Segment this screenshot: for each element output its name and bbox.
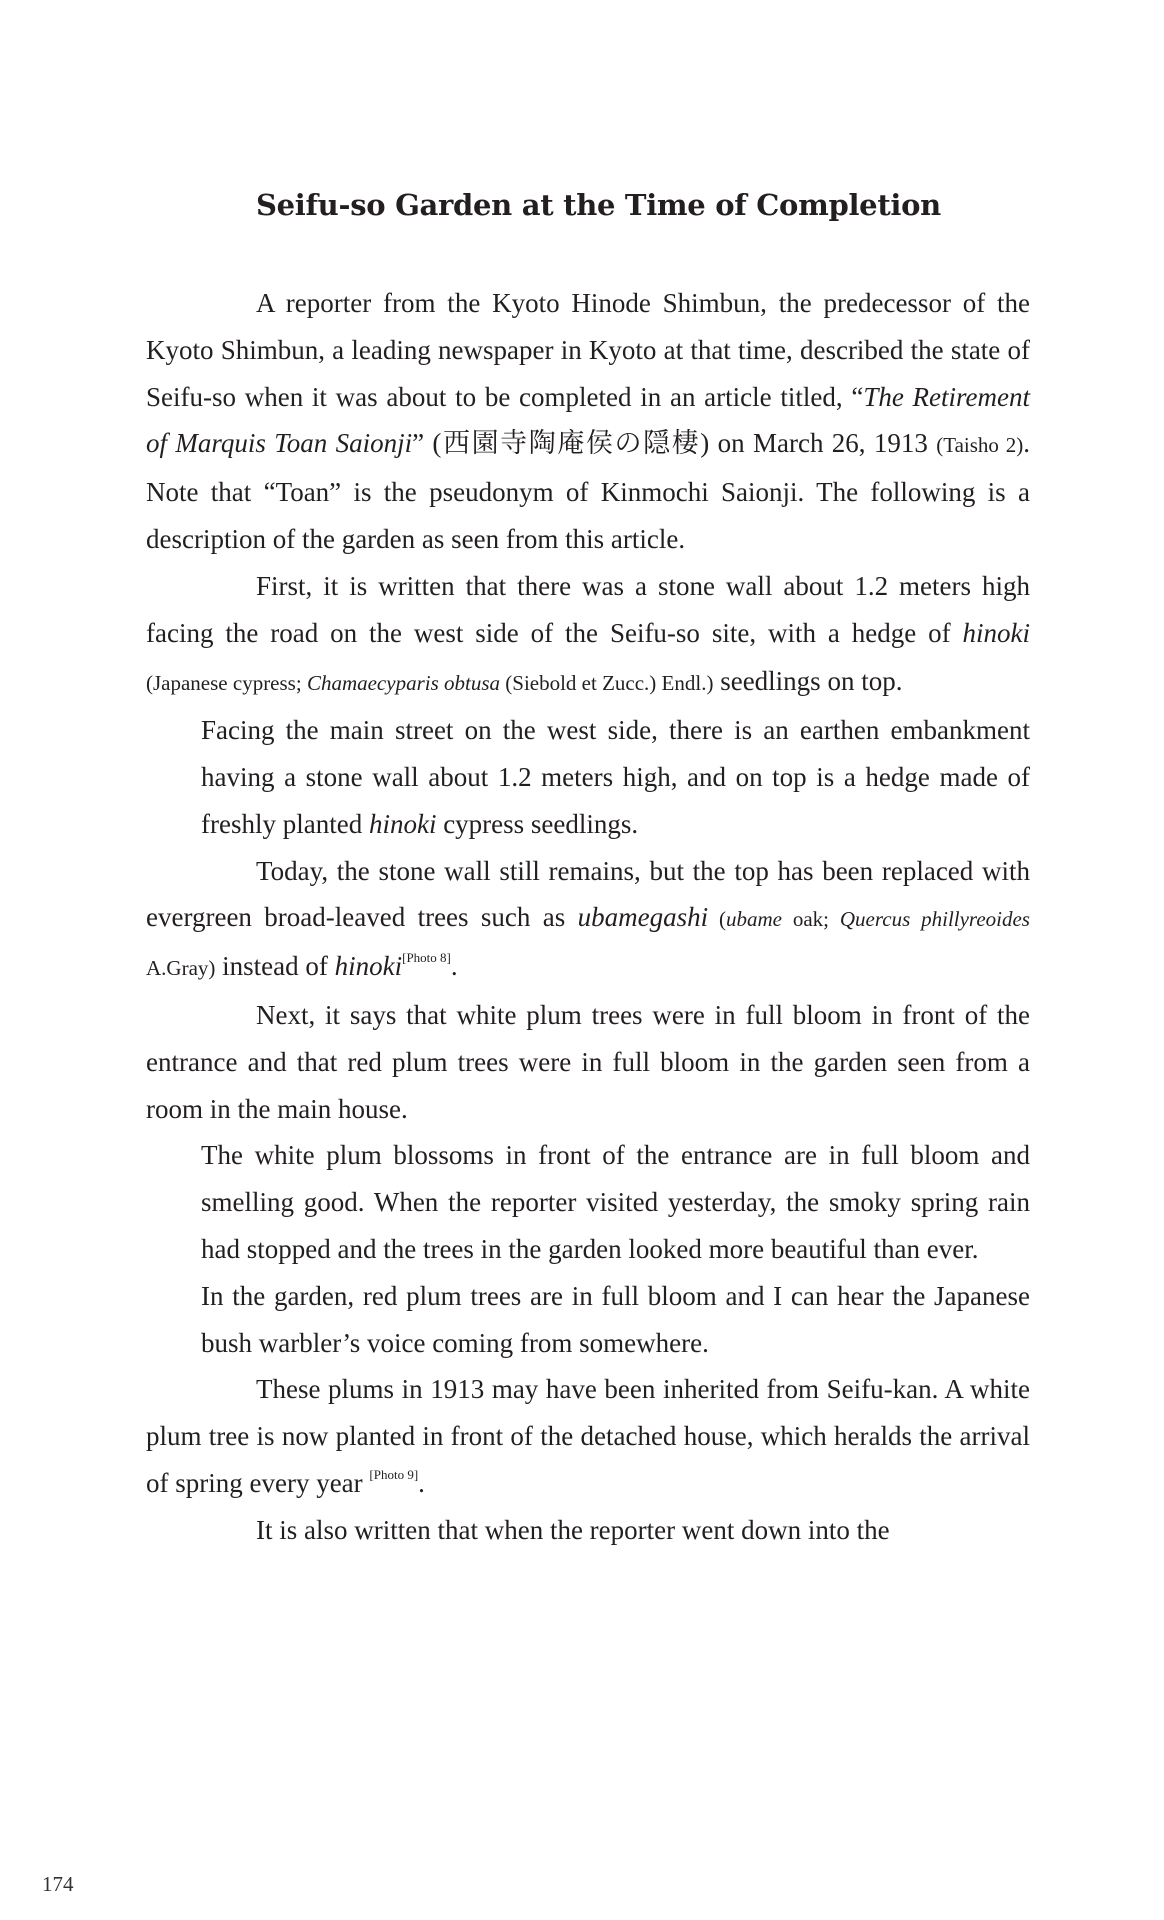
text-run: . [450,951,458,982]
photo-reference: [Photo 9] [369,1466,419,1482]
paragraph-4: Next, it says that white plum trees were in full bloom in front of the entrance and that red plum trees were in full bloom in the garden seen from a room in the main house. [146,999,1030,1124]
term-hinoki: hinoki [334,951,403,982]
paragraph-3 [146,848,1030,992]
species-name: Quercus phillyreoides [839,907,1030,932]
text-run: cypress seedlings. [436,808,639,839]
block-quote-2: The white plum blossoms in front of the entrance are in full bloom and smelling good. When the reporter visited yesterday, the smoky spring rain had stopped and the trees in the garden looked more beautiful than ever. [201,1140,1030,1264]
text-run: . [418,1467,425,1498]
block-quote-3: In the garden, red plum trees are in full bloom and I can hear the Japanese bush warbler’s voice coming from somewhere. [201,1280,1030,1358]
text-run: First, it is written that there was a stone wall about 1.2 meters high facing the road on the west side of the Seifu-so site, with a hedge of [146,570,1030,648]
section-title: Seifu-so Garden at the Time of Completion [256,188,941,222]
small-note: (Siebold et Zucc.) Endl.) [500,671,714,696]
paragraph-5 [146,1366,1030,1506]
text-run: These plums in 1913 may have been inherited from Seifu-kan. A white plum tree is now planted in front of the detached house, which heralds the arrival of spring every year [146,1374,1030,1498]
era-note: (Taisho 2) [936,433,1024,458]
term-ubamegashi: ubamegashi [577,902,709,933]
small-note: oak; [781,907,840,932]
photo-reference: [Photo 8] [402,950,451,966]
term-ubame: ubame [725,907,782,932]
text-run: . Note that “Toan” is the pseudonym of Kinmochi Saionji. The following is a description of the garden as seen from this article. [146,428,1030,554]
text-run: instead of [215,951,335,982]
species-name: Chamaecyparis obtusa [306,671,501,696]
page-number: 174 [42,1872,74,1896]
term-hinoki: hinoki [368,808,437,839]
block-quote-1 [201,707,1030,847]
article-title: The Retirement of Marquis Toan Saionji [146,381,1030,459]
text-run: ” (西園寺陶庵侯の隠棲) on March 26, 1913 [412,428,937,459]
paragraph-6: It is also written that when the reporter went down into the [256,1514,890,1545]
body-text [146,280,1030,1554]
small-note: (Japanese cypress; [146,671,307,696]
small-note: ( [708,907,726,932]
paragraph-1 [146,280,1030,563]
text-run: Today, the stone wall still remains, but the top has been replaced with evergreen broad-leaved trees such as [146,855,1030,933]
text-run: seedlings on top. [713,666,903,697]
term-hinoki: hinoki [962,617,1030,648]
paragraph-2 [146,563,1030,707]
text-run: A reporter from the Kyoto Hinode Shimbun, the predecessor of the Kyoto Shimbun, a leading newspaper in Kyoto at that time, described the state of Seifu-so when it was about to be completed in an article titled, “ [146,288,1030,412]
small-note: A.Gray) [146,956,216,981]
text-run: Facing the main street on the west side, there is an earthen embankment having a stone wall about 1.2 meters high, and on top is a hedge made of freshly planted [201,715,1030,839]
